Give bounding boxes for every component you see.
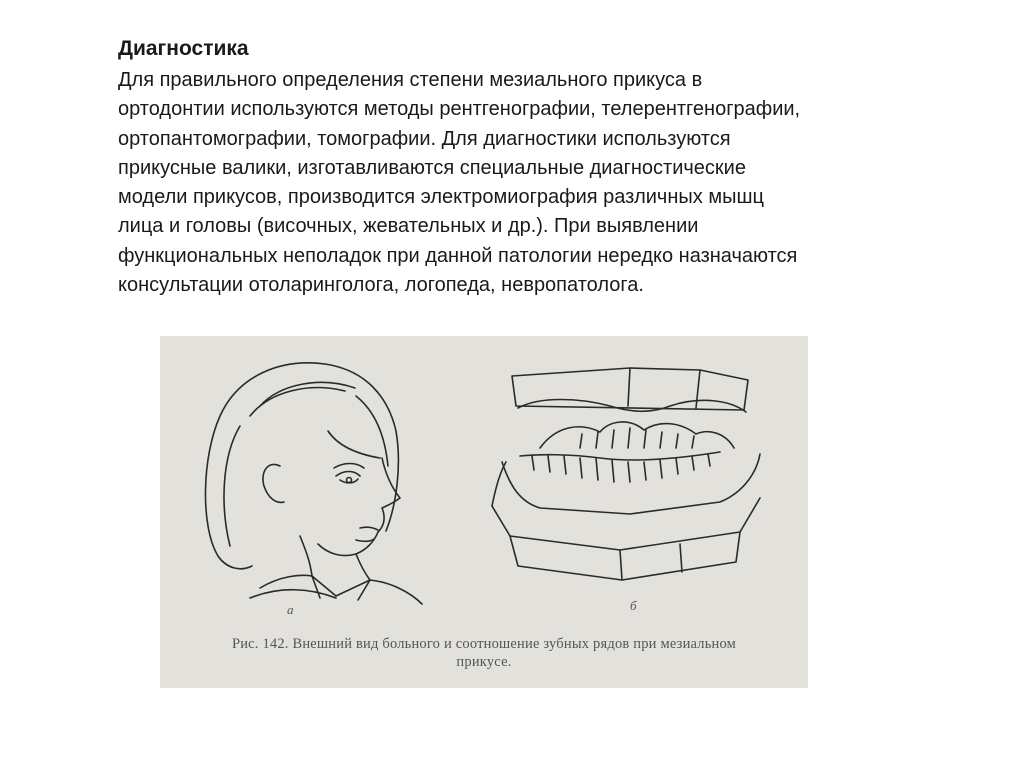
body-line: лица и головы (височных, жевательных и др.). При выявлении [118, 215, 699, 238]
patient-face-drawing [205, 363, 422, 604]
figure-caption-line-2: прикусе. [456, 654, 512, 670]
figure-label-b: б [630, 598, 637, 613]
dental-models-drawing [492, 368, 760, 580]
figure-label-a: а [287, 602, 294, 617]
body-line: функциональных неполадок при данной патологии нередко назначаются [118, 244, 798, 267]
body-line: консультации отоларинголога, логопеда, невропатолога. [118, 274, 644, 297]
body-line: прикусные валики, изготавливаются специальные диагностические [118, 156, 746, 179]
figure-illustration [160, 336, 808, 688]
body-line: Для правильного определения степени мезиального прикуса в [118, 69, 703, 91]
body-line: модели прикусов, производится электромиография различных мышц [118, 186, 764, 209]
figure-caption-line-1: Рис. 142. Внешний вид больного и соотношение зубных рядов при мезиальном [231, 636, 737, 652]
slide-title: Диагностика [118, 37, 249, 60]
body-line: ортопантомографии, томографии. Для диагностики используются [118, 127, 731, 150]
body-line: ортодонтии используются методы рентгенографии, телерентгенографии, [118, 98, 801, 121]
slide-body-text [118, 66, 938, 300]
